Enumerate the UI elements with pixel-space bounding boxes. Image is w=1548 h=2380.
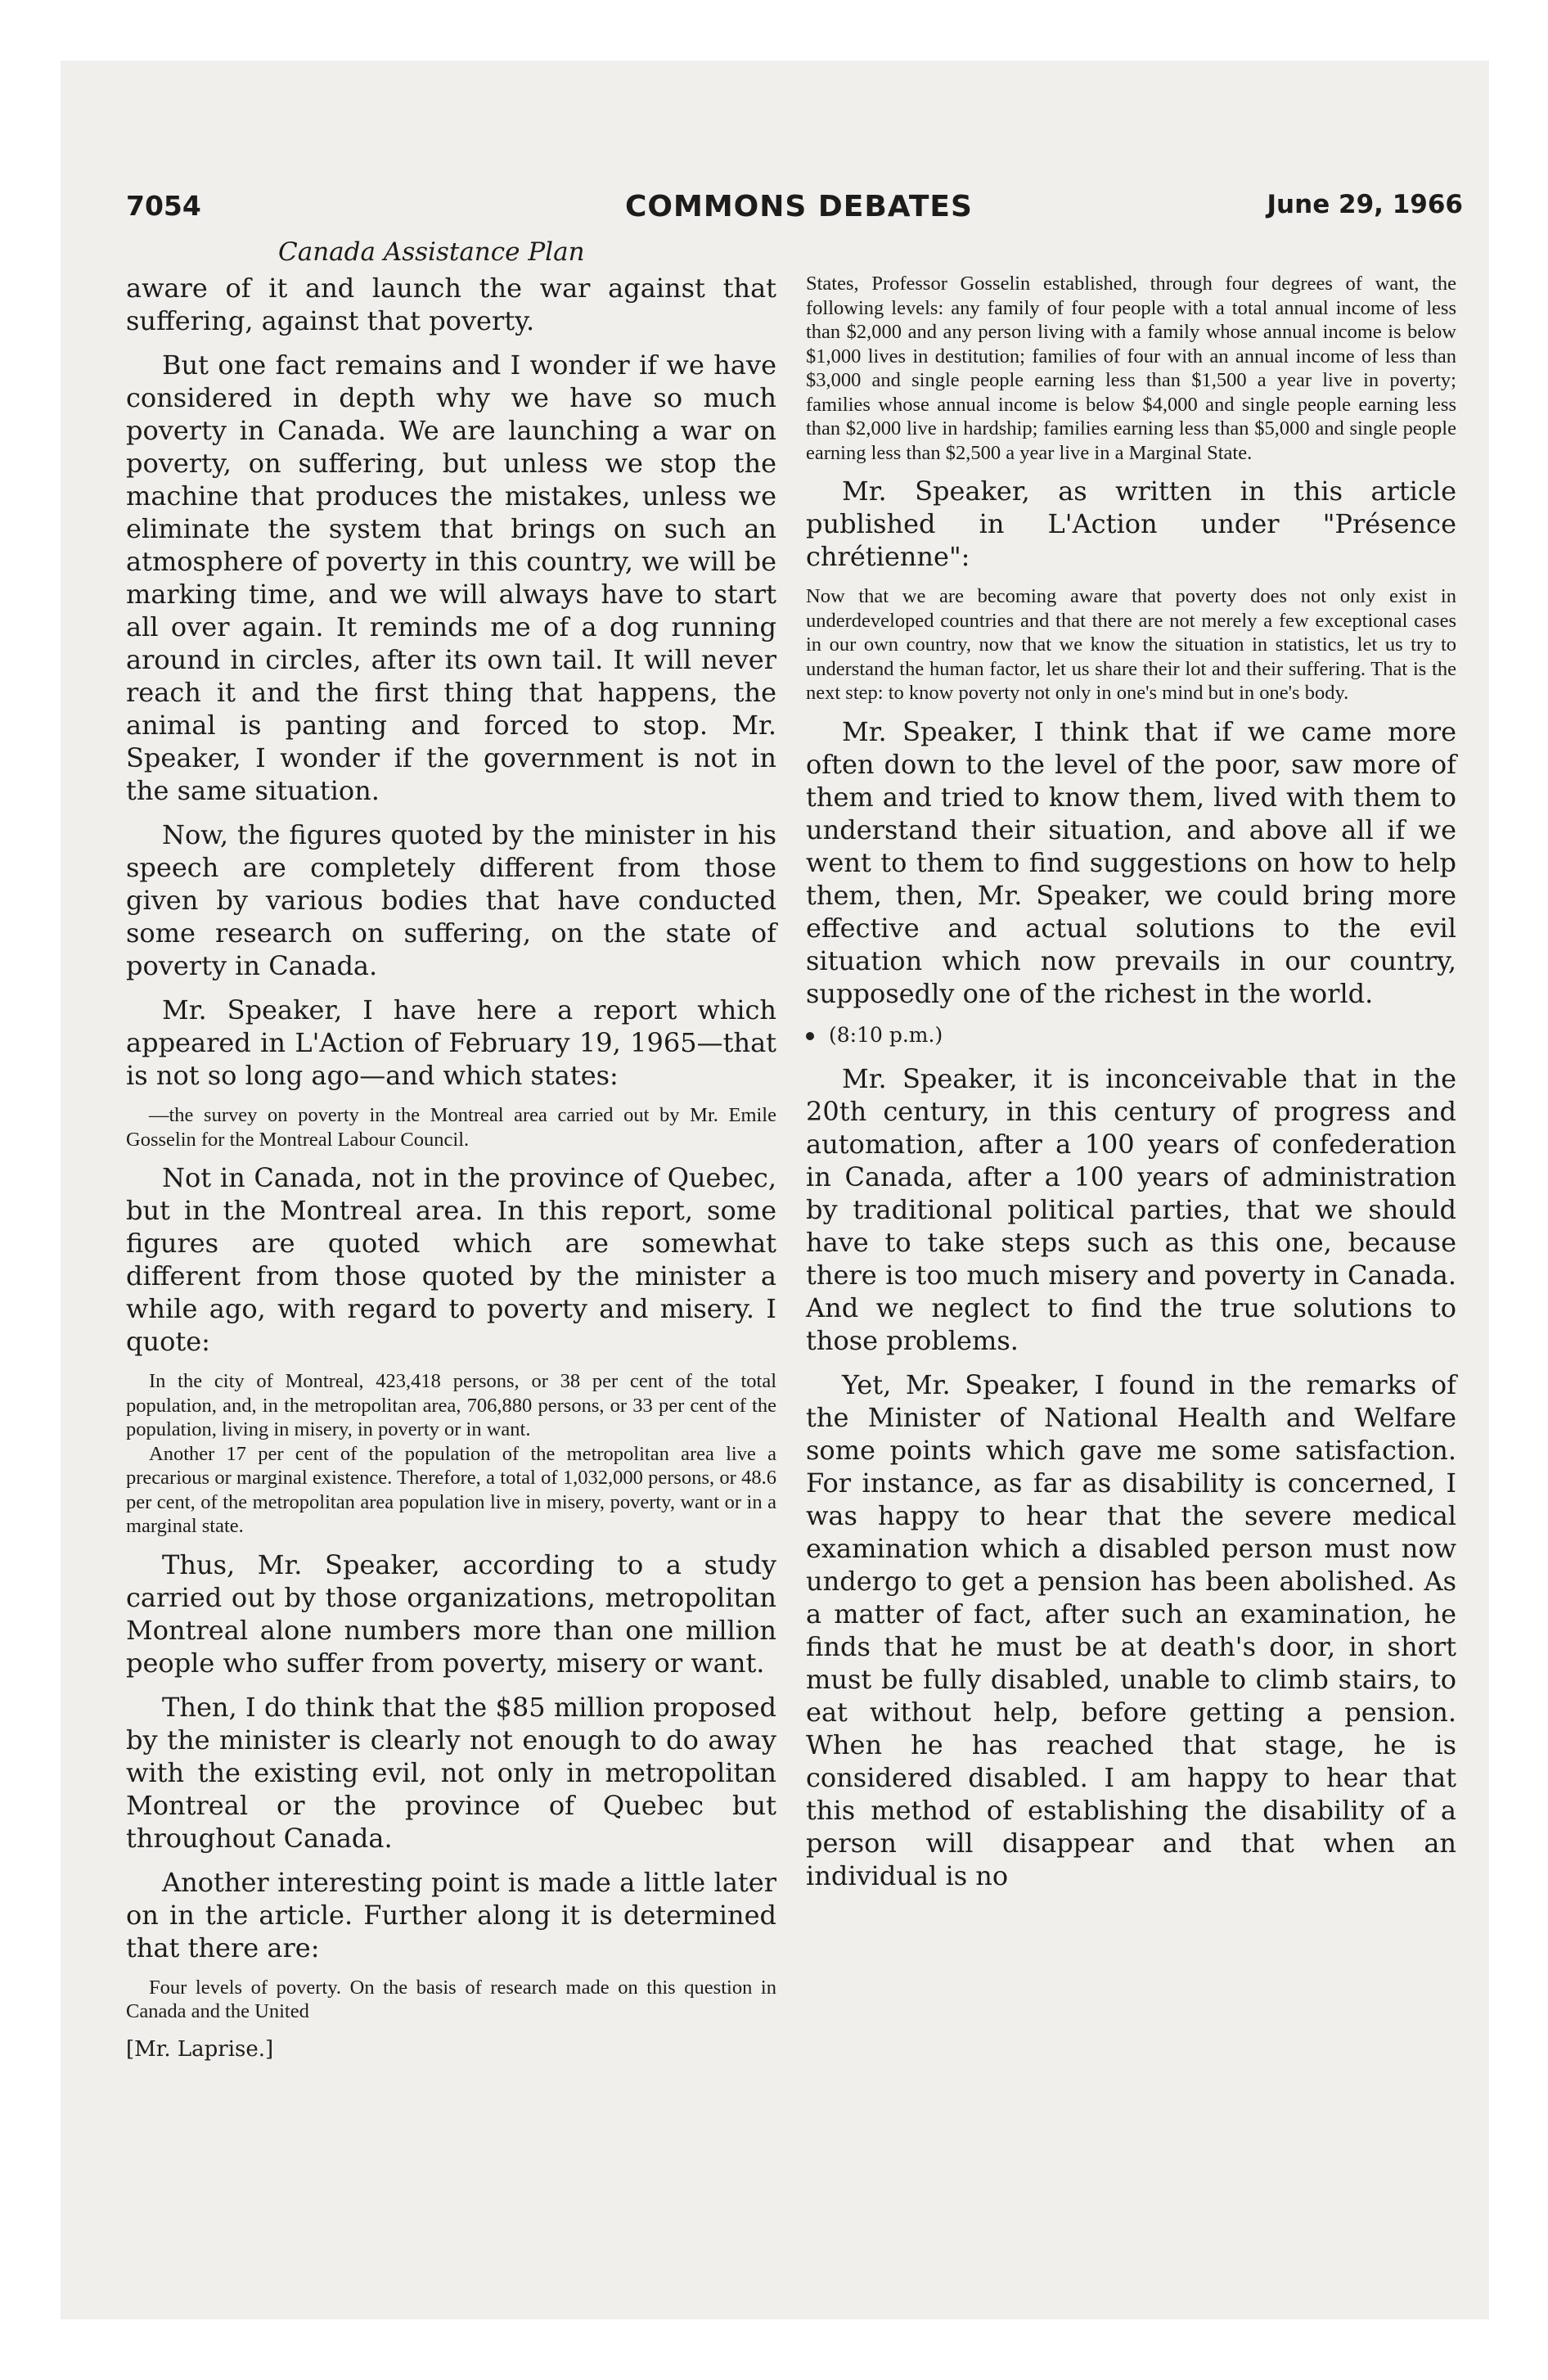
paragraph: aware of it and launch the war against that suffering, against that poverty. [126, 273, 776, 336]
bullet-icon [806, 1032, 814, 1040]
speaker-attribution: [Mr. Laprise.] [126, 2036, 274, 2062]
block-quote: In the city of Montreal, 423,418 persons, or 38 per cent of the total population, and, in the metropolitan area, 706,880 persons, or 33 per cent of the population, living in misery, in poverty or in want. [126, 1370, 776, 1440]
paragraph: Then, I do think that the $85 million proposed by the minister is clearly not enough to do away with the existing evil, not only in metropolitan Montreal or the province of Quebec but throughout Canada. [126, 1691, 776, 1854]
paragraph: Thus, Mr. Speaker, according to a study carried out by those organizations, metropolitan Montreal alone numbers more than one million people who suffer from poverty, misery or want. [126, 1548, 776, 1679]
block-quote: Four levels of poverty. On the basis of research made on this question in Canada and the United [126, 1976, 776, 2022]
paragraph: Mr. Speaker, I think that if we came more often down to the level of the poor, saw more of them and tried to know them, lived with them to understand their situation, and above all if we went to them to find suggestions on how to help them, then, Mr. Speaker, we could bring more effective and actual solutions to the evil situation which now prevails in our country, supposedly one of the richest in the world. [806, 715, 1456, 1009]
block-quote: States, Professor Gosselin established, through four degrees of want, the following levels: any family of four people with a total annual income of less than $2,000 and any person living with a family whose annual income is below $1,000 lives in destitution; families of four with an annual income of less than $3,000 and single people earning less than $1,500 a year live in poverty; families whose annual income is below $4,000 and single people earning less than $2,000 live in hardship; families earning less than $5,000 and single people earning less than $2,500 a year live in a Marginal State. [806, 273, 1456, 464]
paragraph: Mr. Speaker, it is inconceivable that in the 20th century, in this century of progress and automation, after a 100 years of confederation in Canada, after a 100 years of administration by traditional political parties, that we should have to take steps such as this one, because there is too much misery and poverty in Canada. And we neglect to find the true solutions to those problems. [806, 1062, 1456, 1356]
journal-title: COMMONS DEBATES [625, 190, 973, 223]
time-stamp-text: (8:10 p.m.) [829, 1022, 943, 1047]
section-subheading: Canada Assistance Plan [278, 237, 585, 267]
page-number: 7054 [126, 190, 201, 222]
block-quote: —the survey on poverty in the Montreal area carried out by Mr. Emile Gosselin for the Montreal Labour Council. [126, 1104, 776, 1151]
time-stamp [806, 1021, 1456, 1049]
paragraph: Mr. Speaker, as written in this article published in L'Action under "Présence chrétienne": [806, 476, 1456, 572]
right-column [806, 272, 1456, 1904]
paragraph: Now, the figures quoted by the minister in his speech are completely different from those given by various bodies that have conducted some research on suffering, on the state of poverty in Canada. [126, 819, 776, 981]
paragraph: Not in Canada, not in the province of Quebec, but in the Montreal area. In this report, some figures are quoted which are somewhat different from those quoted by the minister a while ago, with regard to poverty and misery. I quote: [126, 1162, 776, 1357]
paragraph: But one fact remains and I wonder if we have considered in depth why we have so much poverty in Canada. We are launching a war on poverty, on suffering, but unless we stop the machine that produces the mistakes, unless we eliminate the system that brings on such an atmosphere of poverty in this country, we will be marking time, and we will always have to start all over again. It reminds me of a dog running around in circles, after its own tail. It will never reach it and the first thing that happens, the animal is panting and forced to stop. Mr. Speaker, I wonder if the government is not in the same situation. [126, 349, 776, 806]
block-quote: Now that we are becoming aware that poverty does not only exist in underdeveloped countries and that there are not merely a few exceptional cases in our own country, now that we know the situation in statistics, let us try to understand the human factor, let us share their lot and their suffering. That is the next step: to know poverty not only in one's mind but in one's body. [806, 585, 1456, 704]
paragraph: Mr. Speaker, I have here a report which appeared in L'Action of February 19, 1965—that is not so long ago—and which states: [126, 994, 776, 1091]
block-quote: Another 17 per cent of the population of the metropolitan area live a precarious or marginal existence. Therefore, a total of 1,032,000 persons, or 48.6 per cent, of the metropolitan area population live in misery, poverty, want or in a marginal state. [126, 1442, 776, 1537]
page-date: June 29, 1966 [1267, 190, 1463, 219]
page-header [126, 190, 1463, 231]
paragraph: Yet, Mr. Speaker, I found in the remarks of the Minister of National Health and Welfare some points which gave me some satisfaction. For instance, as far as disability is concerned, I was happy to hear that the severe medical examination which a disabled person must now undergo to get a pension has been abolished. As a matter of fact, after such an examination, he finds that he must be at death's door, in short must be fully disabled, unable to climb stairs, to eat without help, before getting a pension. When he has reached that stage, he is considered disabled. I am happy to hear that this method of establishing the disability of a person will disappear and that when an individual is no [806, 1368, 1456, 1891]
paragraph: Another interesting point is made a little later on in the article. Further along it is determined that there are: [126, 1866, 776, 1963]
left-column [126, 272, 776, 2063]
